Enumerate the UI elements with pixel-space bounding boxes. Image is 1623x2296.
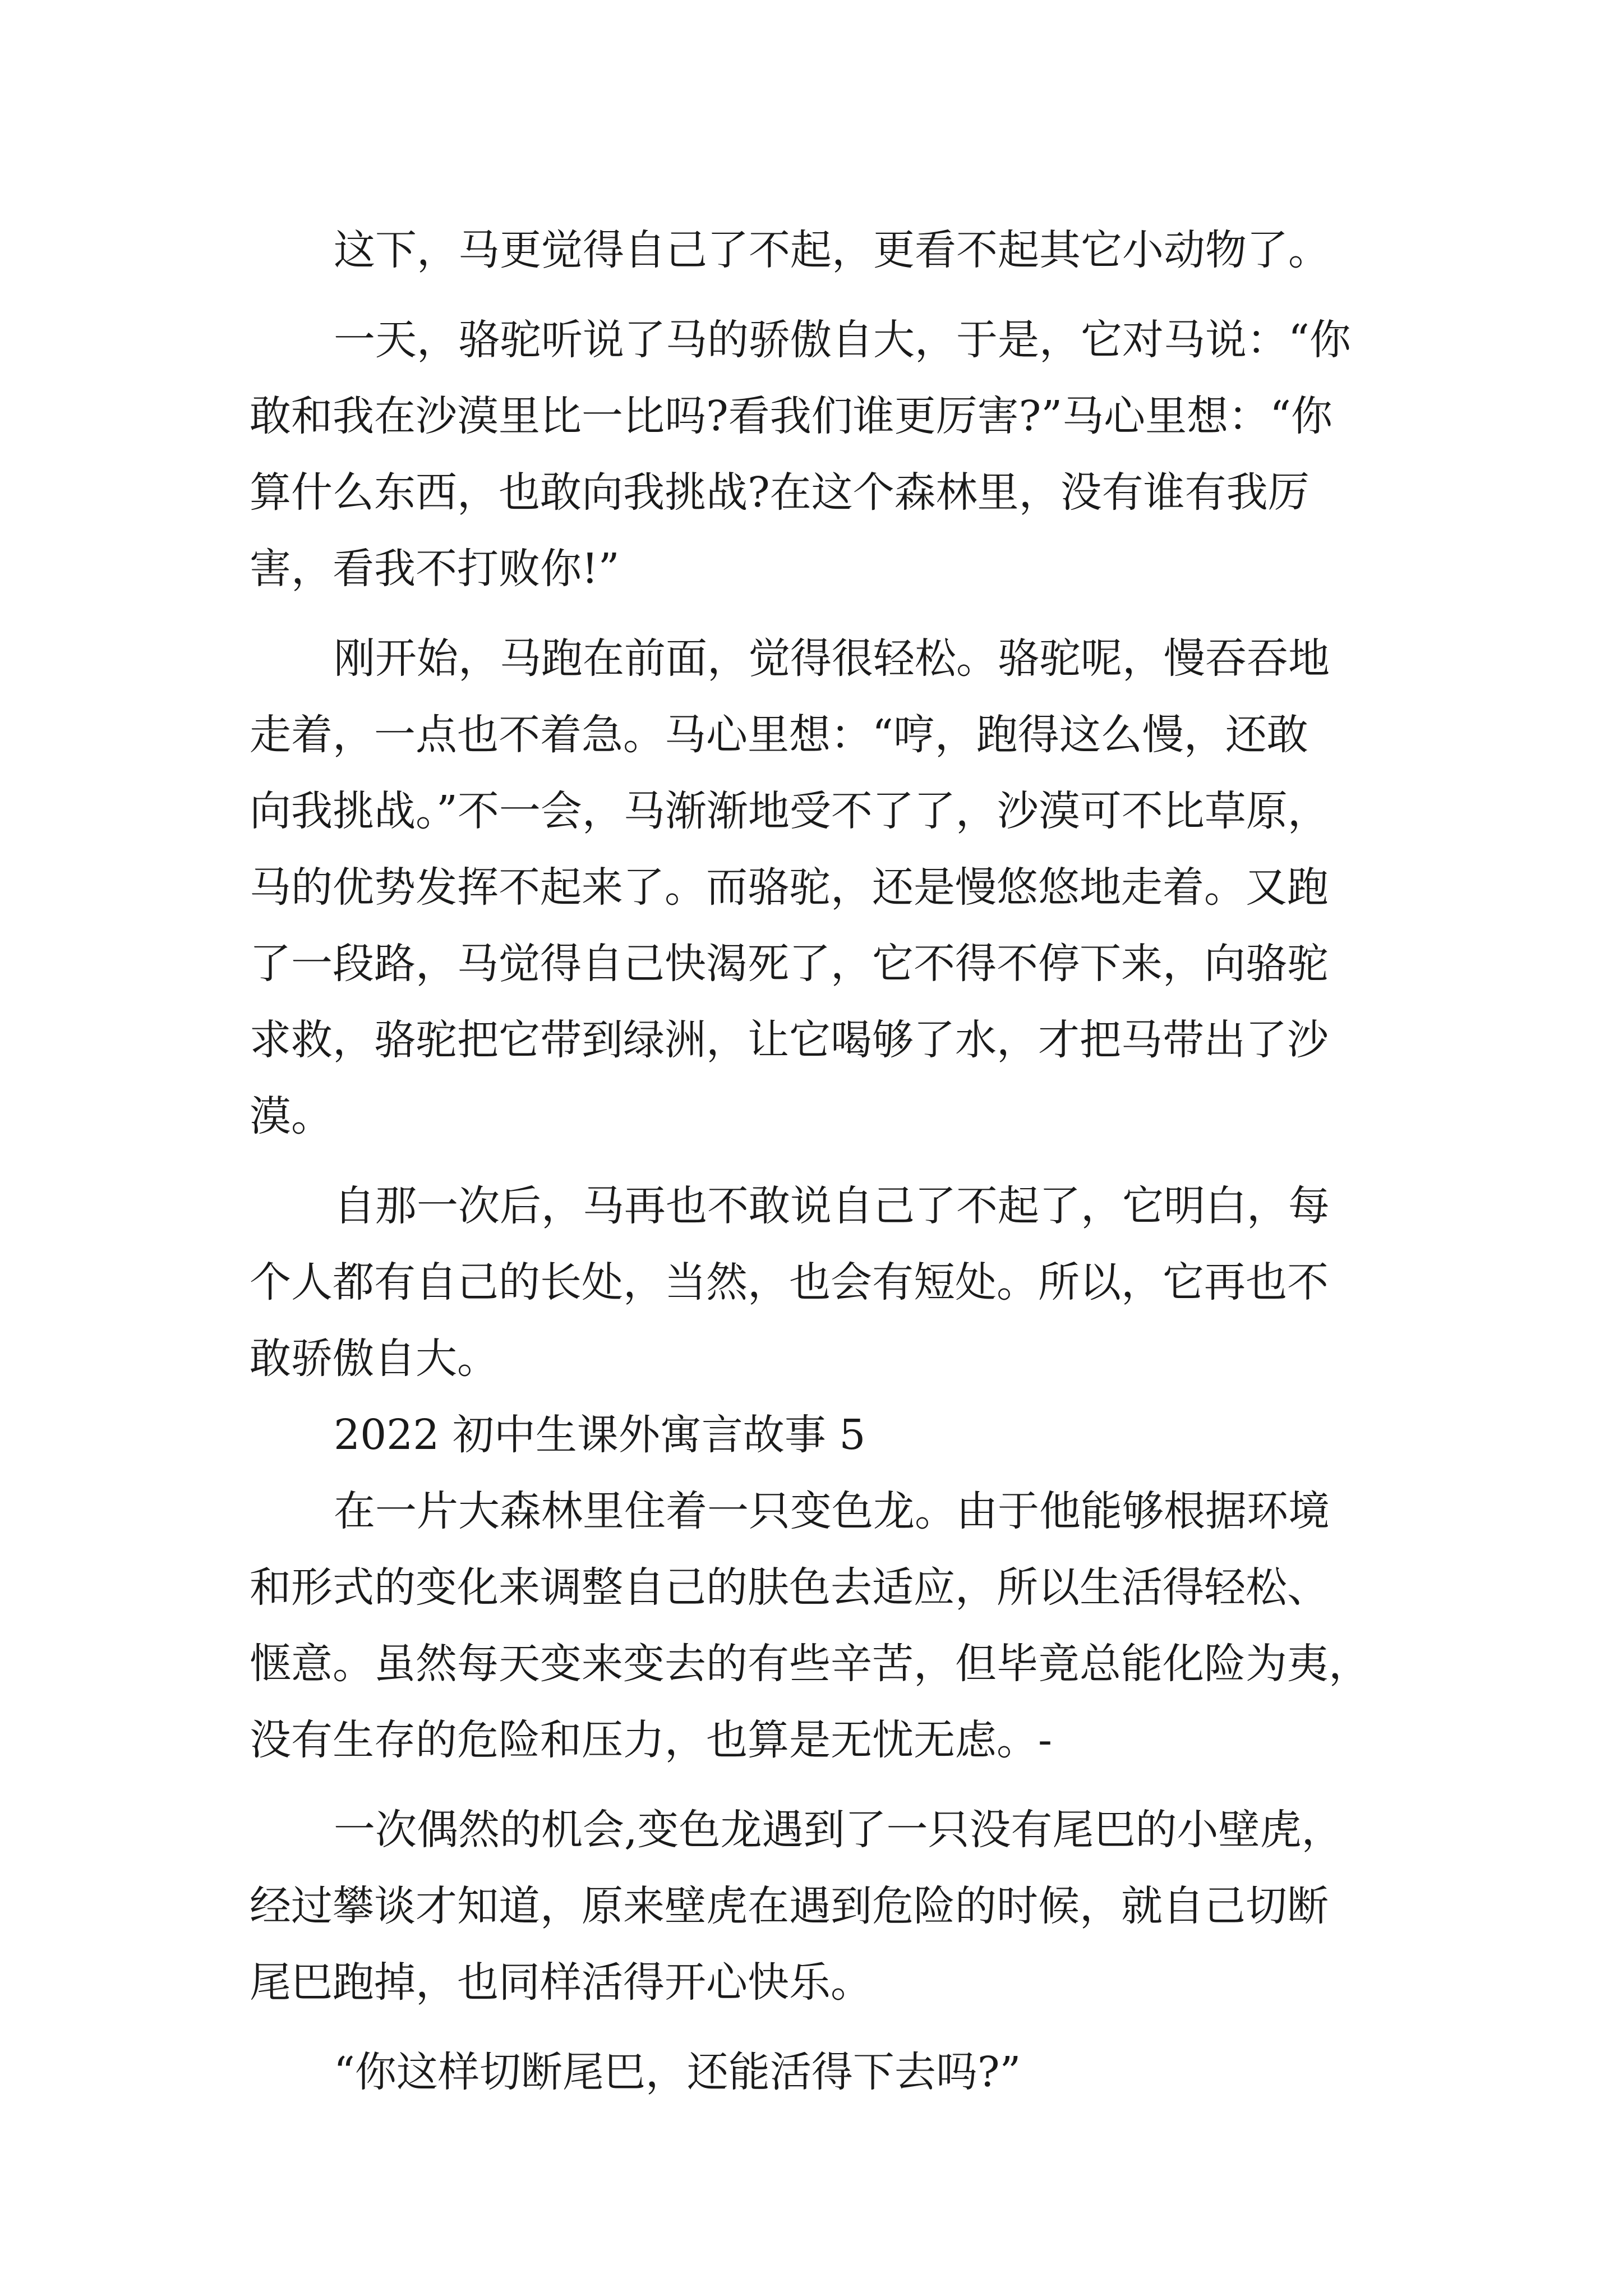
text-line: 惬意。虽然每天变来变去的有些辛苦，但毕竟总能化险为夷， xyxy=(250,1640,1370,1688)
text-line: 走着，一点也不着急。马心里想：“哼，跑得这么慢，还敢 xyxy=(250,711,1308,759)
text-line: 求救，骆驼把它带到绿洲，让它喝够了水，才把马带出了沙 xyxy=(250,1016,1329,1064)
text-line: 向我挑战。”不一会，马渐渐地受不了了，沙漠可不比草原， xyxy=(250,787,1329,835)
text-line: 自那一次后，马再也不敢说自己了不起了，它明白，每 xyxy=(334,1182,1330,1230)
text-line: 刚开始，马跑在前面，觉得很轻松。骆驼呢，慢吞吞地 xyxy=(334,634,1330,683)
text-line: 经过攀谈才知道，原来壁虎在遇到危险的时候，就自己切断 xyxy=(250,1882,1329,1930)
text-line: 敢骄傲自大。 xyxy=(250,1335,499,1383)
text-line: “你这样切断尾巴，还能活得下去吗?” xyxy=(334,2048,1021,2096)
text-line: 漠。 xyxy=(250,1092,333,1140)
text-line: 一天，骆驼听说了马的骄傲自大，于是，它对马说：“你 xyxy=(334,316,1351,364)
text-line: 在一片大森林里住着一只变色龙。由于他能够根据环境 xyxy=(334,1487,1330,1535)
text-line: 算什么东西，也敢向我挑战?在这个森林里，没有谁有我厉 xyxy=(250,468,1310,517)
text-line: 敢和我在沙漠里比一比吗?看我们谁更厉害?”马心里想：“你 xyxy=(250,392,1333,440)
text-line: 和形式的变化来调整自己的肤色去适应，所以生活得轻松、 xyxy=(250,1563,1329,1612)
text-line: 马的优势发挥不起来了。而骆驼，还是慢悠悠地走着。又跑 xyxy=(250,863,1329,912)
text-line: 没有生存的危险和压力，也算是无忧无虑。- xyxy=(250,1716,1053,1764)
text-line: 一次偶然的机会,变色龙遇到了一只没有尾巴的小壁虎， xyxy=(334,1806,1343,1854)
text-line: 了一段路，马觉得自己快渴死了，它不得不停下来，向骆驼 xyxy=(250,940,1329,988)
body-text xyxy=(250,212,1394,2110)
text-line: 个人都有自己的长处，当然，也会有短处。所以，它再也不 xyxy=(250,1258,1329,1306)
text-line: 这下，马更觉得自己了不起，更看不起其它小动物了。 xyxy=(334,226,1330,274)
text-line: 害，看我不打败你!” xyxy=(250,545,620,593)
section-heading: 2022 初中生课外寓言故事 5 xyxy=(334,1411,866,1459)
text-line: 尾巴跑掉，也同样活得开心快乐。 xyxy=(250,1958,872,2007)
